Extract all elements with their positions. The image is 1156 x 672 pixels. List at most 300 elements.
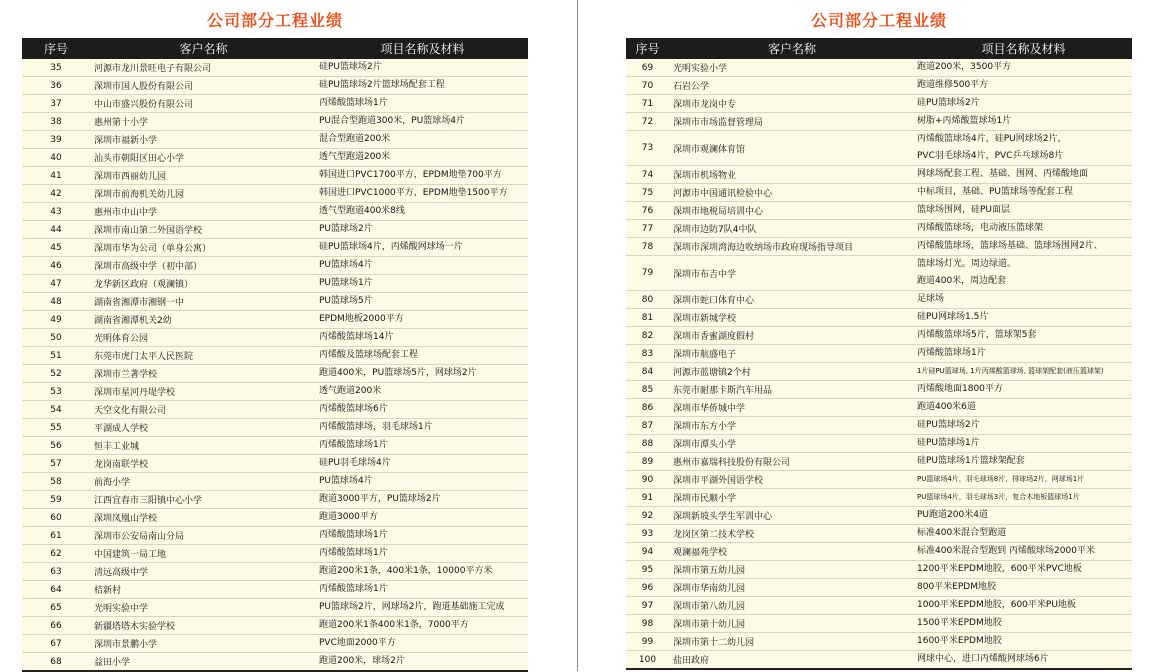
row-project xyxy=(915,184,1132,202)
row-project-line: 跑道400米6道 xyxy=(917,402,976,413)
row-project-line: 透气型跑道200米 xyxy=(319,152,391,163)
row-seq: 72 xyxy=(626,113,669,131)
table-row xyxy=(22,563,528,581)
row-project xyxy=(317,473,528,491)
row-project xyxy=(915,507,1132,525)
table-row xyxy=(626,131,1132,166)
row-project-line: PU混合型跑道300米，PU篮球场4片 xyxy=(319,116,465,127)
row-project xyxy=(317,401,528,419)
table-row xyxy=(22,185,528,203)
row-project xyxy=(317,59,528,77)
row-seq: 73 xyxy=(626,131,669,166)
row-seq: 74 xyxy=(626,166,669,184)
row-client: 深圳市华为公司（单身公寓） xyxy=(90,239,317,257)
table-row xyxy=(626,615,1132,633)
row-project xyxy=(915,95,1132,113)
row-project-line: 跑道400米，周边配套 xyxy=(917,276,1007,287)
table-row xyxy=(22,275,528,293)
row-client: 深圳市第十幼儿园 xyxy=(669,615,915,633)
row-seq: 76 xyxy=(626,202,669,220)
row-project xyxy=(915,597,1132,615)
row-seq: 44 xyxy=(22,221,90,239)
row-client: 河源市中国通讯检验中心 xyxy=(669,184,915,202)
table-row xyxy=(626,381,1132,399)
row-project xyxy=(317,131,528,149)
row-seq: 51 xyxy=(22,347,90,365)
row-project-line: 丙烯酸篮球场，羽毛球场1片 xyxy=(319,422,433,433)
row-client: 深圳市香蜜湖度假村 xyxy=(669,327,915,345)
row-client: 深圳市布吉中学 xyxy=(669,256,915,291)
row-seq: 38 xyxy=(22,113,90,131)
row-seq: 45 xyxy=(22,239,90,257)
table-row xyxy=(22,581,528,599)
table-row xyxy=(22,257,528,275)
row-client: 恒丰工业城 xyxy=(90,437,317,455)
row-client: 湖南省湘潭机关2幼 xyxy=(90,311,317,329)
row-seq: 36 xyxy=(22,77,90,95)
row-project-line: PU篮球场4片 xyxy=(319,260,373,271)
row-project-line: 韩国进口PVC1000平方，EPDM地垫1500平方 xyxy=(319,188,508,199)
row-seq: 52 xyxy=(22,365,90,383)
row-project-line: 网球中心，进口丙烯酸网球场6片 xyxy=(917,654,1049,665)
row-client: 新疆塔塔木实验学校 xyxy=(90,617,317,635)
row-project xyxy=(915,202,1132,220)
row-client: 河源市蓝塘镇2个村 xyxy=(669,363,915,381)
right-page xyxy=(626,0,1132,670)
row-seq: 96 xyxy=(626,579,669,597)
row-project-line: 透气跑道200米 xyxy=(319,386,382,397)
row-project xyxy=(915,238,1132,256)
row-project-line: 篮球场围网，硅PU面层 xyxy=(917,205,1011,216)
row-project xyxy=(915,489,1132,507)
row-project-line: PU跑道200米4道 xyxy=(917,510,988,521)
row-project-line: 丙烯酸篮球场4片，硅PU网球场2片， xyxy=(917,134,1067,145)
table-row xyxy=(22,149,528,167)
row-seq: 79 xyxy=(626,256,669,291)
row-project-line: 硅PU网球场1.5片 xyxy=(917,312,989,323)
row-client: 深圳市市场监督管理局 xyxy=(669,113,915,131)
projects-table xyxy=(626,38,1132,670)
row-project xyxy=(317,383,528,401)
row-seq: 94 xyxy=(626,543,669,561)
row-seq: 49 xyxy=(22,311,90,329)
row-client: 深圳市边防7队4中队 xyxy=(669,220,915,238)
row-client: 深圳市潭头小学 xyxy=(669,435,915,453)
row-client: 深圳市蛇口体育中心 xyxy=(669,291,915,309)
table-header-row xyxy=(22,38,528,59)
row-project xyxy=(317,365,528,383)
row-project-line: 丙烯酸及篮球场配套工程 xyxy=(319,350,419,361)
row-project xyxy=(915,309,1132,327)
row-project-line: 篮球场灯光。周边绿道。 xyxy=(917,259,1017,270)
row-project xyxy=(915,453,1132,471)
table-row xyxy=(22,239,528,257)
row-client: 深圳市航盛电子 xyxy=(669,345,915,363)
left-page xyxy=(22,0,528,672)
table-row xyxy=(626,345,1132,363)
row-project-line: EPDM地板2000平方 xyxy=(319,314,404,325)
row-project-line: 丙烯酸篮球场1片 xyxy=(319,98,388,109)
row-client: 江西宜春市三阳镇中心小学 xyxy=(90,491,317,509)
row-project-line: 800平米EPDM地胶 xyxy=(917,582,996,593)
row-project xyxy=(915,525,1132,543)
row-client: 龙岗区第二技术学校 xyxy=(669,525,915,543)
row-seq: 89 xyxy=(626,453,669,471)
row-client: 前海小学 xyxy=(90,473,317,491)
row-client: 深圳凤凰山学校 xyxy=(90,509,317,527)
row-project xyxy=(915,220,1132,238)
row-client: 深圳市深圳湾海边收纳场市政府现场指导项目 xyxy=(669,238,915,256)
table-row xyxy=(626,471,1132,489)
row-client: 深圳市西丽幼儿园 xyxy=(90,167,317,185)
table-row xyxy=(626,435,1132,453)
row-seq: 77 xyxy=(626,220,669,238)
page-title: 公司部分工程业绩 xyxy=(810,11,947,30)
row-client: 深圳市公安局南山分局 xyxy=(90,527,317,545)
row-client: 深圳市地税局培训中心 xyxy=(669,202,915,220)
table-row xyxy=(626,543,1132,561)
table-row xyxy=(626,166,1132,184)
table-row xyxy=(22,131,528,149)
row-seq: 93 xyxy=(626,525,669,543)
table-row xyxy=(22,113,528,131)
row-seq: 40 xyxy=(22,149,90,167)
row-client: 深圳市平湖外国语学校 xyxy=(669,471,915,489)
row-project-line: 丙烯酸篮球场1片 xyxy=(319,584,388,595)
table-row xyxy=(626,579,1132,597)
table-row xyxy=(22,473,528,491)
table-row xyxy=(22,293,528,311)
row-client: 光明实验中学 xyxy=(90,599,317,617)
row-seq: 65 xyxy=(22,599,90,617)
row-client: 深圳市华侨城中学 xyxy=(669,399,915,417)
row-project xyxy=(317,347,528,365)
table-row xyxy=(22,491,528,509)
row-seq: 83 xyxy=(626,345,669,363)
row-seq: 63 xyxy=(22,563,90,581)
row-project xyxy=(317,95,528,113)
table-row xyxy=(22,437,528,455)
table-row xyxy=(22,509,528,527)
row-seq: 61 xyxy=(22,527,90,545)
row-client: 天空文化有限公司 xyxy=(90,401,317,419)
table-row xyxy=(626,59,1132,77)
row-client: 惠州市嘉瑞科技股份有限公司 xyxy=(669,453,915,471)
table-row xyxy=(626,597,1132,615)
row-seq: 97 xyxy=(626,597,669,615)
row-seq: 42 xyxy=(22,185,90,203)
row-client: 东莞市耐那卡斯汽车用品 xyxy=(669,381,915,399)
row-seq: 47 xyxy=(22,275,90,293)
row-client: 光明实验小学 xyxy=(669,59,915,77)
row-project xyxy=(317,185,528,203)
table-row xyxy=(22,599,528,617)
row-project-line: PU篮球场2片，网球场2片，跑道基础施工完成 xyxy=(319,602,505,613)
row-project xyxy=(915,77,1132,95)
row-project xyxy=(915,345,1132,363)
row-project xyxy=(317,455,528,473)
table-row xyxy=(626,507,1132,525)
table-row xyxy=(626,77,1132,95)
row-seq: 92 xyxy=(626,507,669,525)
row-client: 深圳市景鹏小学 xyxy=(90,635,317,653)
row-seq: 67 xyxy=(22,635,90,653)
table-row xyxy=(626,184,1132,202)
row-seq: 56 xyxy=(22,437,90,455)
row-client: 东莞市虎门太平人民医院 xyxy=(90,347,317,365)
row-project xyxy=(317,581,528,599)
row-seq: 99 xyxy=(626,633,669,651)
table-row xyxy=(22,59,528,77)
table-row xyxy=(22,383,528,401)
row-project-line: 跑道3000平方 xyxy=(319,512,378,523)
row-seq: 71 xyxy=(626,95,669,113)
table-row xyxy=(626,489,1132,507)
row-project xyxy=(317,257,528,275)
table-row xyxy=(626,561,1132,579)
header-client: 客户名称 xyxy=(179,42,228,56)
row-project-line: 足球场 xyxy=(917,294,945,305)
row-seq: 95 xyxy=(626,561,669,579)
row-project xyxy=(317,167,528,185)
header-client: 客户名称 xyxy=(767,42,816,56)
row-project-line: 标准400米混合型跑道 xyxy=(917,528,1007,539)
table-row xyxy=(626,399,1132,417)
row-client: 深圳市福新小学 xyxy=(90,131,317,149)
row-seq: 66 xyxy=(22,617,90,635)
row-project-line: 丙烯酸地面1800平方 xyxy=(917,384,1003,395)
table-row xyxy=(626,309,1132,327)
table-row xyxy=(626,238,1132,256)
row-seq: 43 xyxy=(22,203,90,221)
row-client: 深圳市东方小学 xyxy=(669,417,915,435)
table-row xyxy=(626,651,1132,670)
row-client: 桔新村 xyxy=(90,581,317,599)
row-client: 盐田政府 xyxy=(669,651,915,670)
table-row xyxy=(626,525,1132,543)
table-row xyxy=(626,256,1132,291)
row-client: 深圳市华南幼儿园 xyxy=(669,579,915,597)
row-project xyxy=(915,59,1132,77)
row-seq: 50 xyxy=(22,329,90,347)
row-client: 汕头市朝阳区田心小学 xyxy=(90,149,317,167)
row-seq: 88 xyxy=(626,435,669,453)
row-client: 深圳市前海机关幼儿园 xyxy=(90,185,317,203)
row-project-line: 硅PU篮球场2片篮球场配套工程 xyxy=(319,80,445,91)
row-project xyxy=(317,77,528,95)
row-client: 深圳市南山第二外国语学校 xyxy=(90,221,317,239)
row-project xyxy=(915,131,1132,166)
row-project-line: 硅PU篮球场1片 xyxy=(917,438,980,449)
row-client: 深圳新坡头学生军训中心 xyxy=(669,507,915,525)
table-row xyxy=(626,417,1132,435)
row-client: 光明体育公园 xyxy=(90,329,317,347)
row-project-line: PVC羽毛球场4片，PVC乒乓球场8片 xyxy=(917,151,1064,162)
row-project-line: PU篮球场4片 xyxy=(319,476,373,487)
header-seq: 序号 xyxy=(635,42,660,56)
table-row xyxy=(626,95,1132,113)
row-client: 深圳市第十二幼儿园 xyxy=(669,633,915,651)
row-seq: 46 xyxy=(22,257,90,275)
row-client: 深圳市龙岗中专 xyxy=(669,95,915,113)
row-seq: 60 xyxy=(22,509,90,527)
row-client: 平湖成人学校 xyxy=(90,419,317,437)
row-project xyxy=(317,113,528,131)
row-project-line: 丙烯酸篮球场1片 xyxy=(319,440,388,451)
row-project xyxy=(317,329,528,347)
row-project-line: 韩国进口PVC1700平方，EPDM地垫700平方 xyxy=(319,170,502,181)
row-client: 深圳市国人股份有限公司 xyxy=(90,77,317,95)
row-project xyxy=(915,615,1132,633)
row-project xyxy=(915,166,1132,184)
table-row xyxy=(22,401,528,419)
table-row xyxy=(22,653,528,672)
row-client: 中国建筑一局工地 xyxy=(90,545,317,563)
row-project-line: 丙烯酸篮球场，篮球场基础、篮球场围网2片、 xyxy=(917,241,1103,252)
row-project xyxy=(915,471,1132,489)
row-seq: 75 xyxy=(626,184,669,202)
row-seq: 86 xyxy=(626,399,669,417)
row-seq: 69 xyxy=(626,59,669,77)
row-project xyxy=(915,543,1132,561)
row-seq: 68 xyxy=(22,653,90,672)
row-project-line: PVC地面2000平方 xyxy=(319,638,396,649)
row-project-line: 标准400米混合型跑到 丙烯酸球场2000平米 xyxy=(917,546,1095,557)
row-client: 中山市盛兴股份有限公司 xyxy=(90,95,317,113)
row-project-line: 跑道400米，PU篮球场5片，网球场2片 xyxy=(319,368,477,379)
row-project xyxy=(317,527,528,545)
table-row xyxy=(22,455,528,473)
row-seq: 53 xyxy=(22,383,90,401)
row-project-line: 硅PU篮球场1片篮球架配套 xyxy=(917,456,1025,467)
row-project xyxy=(317,599,528,617)
row-client: 深圳市第八幼儿园 xyxy=(669,597,915,615)
row-project-line: 丙烯酸篮球场1片 xyxy=(319,530,388,541)
row-project xyxy=(915,633,1132,651)
table-row xyxy=(22,311,528,329)
table-row xyxy=(22,221,528,239)
row-project-line: PU篮球场1片 xyxy=(319,278,373,289)
row-project-line: 1500平米EPDM地胶 xyxy=(917,618,1002,629)
row-seq: 57 xyxy=(22,455,90,473)
row-seq: 91 xyxy=(626,489,669,507)
row-project xyxy=(915,435,1132,453)
row-client: 深圳市机场物业 xyxy=(669,166,915,184)
row-project-line: 硅PU篮球场4片，丙烯酸网球场一片 xyxy=(319,242,463,253)
table-row xyxy=(626,202,1132,220)
row-project-line: PU篮球场4片，羽毛球场3片，复合木地板篮球场1片 xyxy=(917,493,1080,502)
row-client: 深圳市民顺小学 xyxy=(669,489,915,507)
table-row xyxy=(626,633,1132,651)
table-row xyxy=(626,327,1132,345)
table-row xyxy=(22,347,528,365)
projects-table xyxy=(22,38,528,672)
row-project-line: 跑道200米，3500平方 xyxy=(917,62,1012,73)
row-project xyxy=(317,545,528,563)
row-project-line: 1200平米EPDM地胶，600平米PVC地板 xyxy=(917,564,1082,575)
row-project-line: 丙烯酸篮球场1片 xyxy=(917,348,986,359)
row-client: 深圳市第五幼儿园 xyxy=(669,561,915,579)
row-project-line: 硅PU篮球场2片 xyxy=(917,420,980,431)
row-project-line: 丙烯酸篮球场6片 xyxy=(319,404,388,415)
table-row xyxy=(22,527,528,545)
row-client: 深圳市新城学校 xyxy=(669,309,915,327)
table-row xyxy=(22,635,528,653)
row-project xyxy=(317,419,528,437)
row-seq: 54 xyxy=(22,401,90,419)
row-seq: 59 xyxy=(22,491,90,509)
row-project xyxy=(317,239,528,257)
row-client: 龙华新区政府（观澜镇） xyxy=(90,275,317,293)
row-project-line: 1片硅PU篮球场, 1片丙烯酸篮球场, 篮球架配套(液压篮球架) xyxy=(917,367,1104,376)
row-client: 清远高级中学 xyxy=(90,563,317,581)
row-project xyxy=(317,617,528,635)
header-project: 项目名称及材料 xyxy=(380,42,465,56)
row-project xyxy=(317,293,528,311)
row-seq: 64 xyxy=(22,581,90,599)
row-project xyxy=(915,417,1132,435)
row-seq: 48 xyxy=(22,293,90,311)
row-project-line: 丙烯酸篮球场1片 xyxy=(319,548,388,559)
row-project-line: PU篮球场4片，羽毛球场8片，排球场2片，网球场1片 xyxy=(917,475,1085,484)
row-project-line: 硅PU羽毛球场4片 xyxy=(319,458,391,469)
row-seq: 80 xyxy=(626,291,669,309)
row-client: 深圳市观澜体育馆 xyxy=(669,131,915,166)
row-project-line: 树脂+丙烯酸篮球场1片 xyxy=(917,116,1012,127)
row-project xyxy=(915,651,1132,670)
row-seq: 81 xyxy=(626,309,669,327)
row-project-line: 混合型跑道200米 xyxy=(319,134,391,145)
table-row xyxy=(22,365,528,383)
table-row xyxy=(22,617,528,635)
row-project-line: 丙烯酸篮球场，电动液压篮球架 xyxy=(917,223,1044,234)
row-project-line: 硅PU篮球场2片 xyxy=(319,62,382,73)
row-seq: 55 xyxy=(22,419,90,437)
row-project-line: 丙烯酸篮球场5片，篮球架5套 xyxy=(917,330,1037,341)
row-client: 益田小学 xyxy=(90,653,317,672)
row-project xyxy=(915,399,1132,417)
header-seq: 序号 xyxy=(43,42,68,56)
row-seq: 82 xyxy=(626,327,669,345)
header-project: 项目名称及材料 xyxy=(981,42,1066,56)
table-row xyxy=(626,453,1132,471)
row-seq: 37 xyxy=(22,95,90,113)
table-row xyxy=(22,167,528,185)
row-project xyxy=(317,203,528,221)
row-project-line: 跑道维修500平方 xyxy=(917,80,989,91)
row-project xyxy=(317,491,528,509)
row-client: 湖南省湘潭市湘钢一中 xyxy=(90,293,317,311)
row-project xyxy=(915,579,1132,597)
row-client: 河源市龙川景旺电子有限公司 xyxy=(90,59,317,77)
row-project xyxy=(317,437,528,455)
row-client: 深圳市兰著学校 xyxy=(90,365,317,383)
table-row xyxy=(626,113,1132,131)
row-project xyxy=(317,635,528,653)
row-project-line: 1000平米EPDM地胶，600平米PU地板 xyxy=(917,600,1076,611)
table-row xyxy=(626,363,1132,381)
row-project-line: 跑道200米1条，400米1条，10000平方米 xyxy=(319,566,493,577)
row-project xyxy=(317,509,528,527)
row-project-line: 1600平米EPDM地胶 xyxy=(917,636,1002,647)
row-seq: 78 xyxy=(626,238,669,256)
row-client: 惠州市中山中学 xyxy=(90,203,317,221)
row-project xyxy=(317,275,528,293)
row-seq: 35 xyxy=(22,59,90,77)
table-header-row xyxy=(626,38,1132,59)
row-project xyxy=(317,653,528,672)
table-row xyxy=(22,77,528,95)
